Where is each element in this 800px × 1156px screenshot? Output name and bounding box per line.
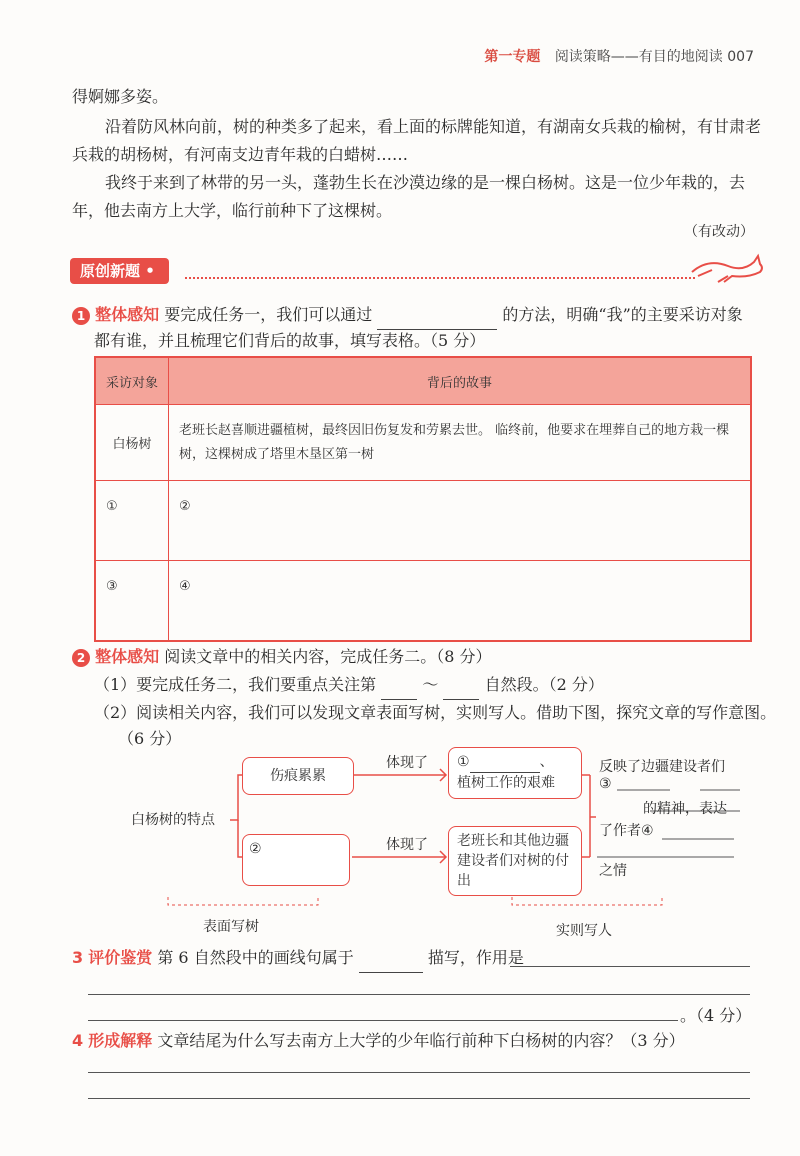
article-line: 沿着防风林向前，树的种类多了起来，看上面的标牌能知道，有湖南女兵栽的榆树，有甘肃老 [105,117,762,136]
q1-blank[interactable] [377,301,497,330]
q2-sub2: （2）阅读相关内容，我们可以发现文章表面写树，实则写人。借助下图，探究文章的写作意图。 [94,703,777,722]
q3-number: 3 [72,948,84,967]
table-row[interactable] [95,481,751,561]
bracket-label-right: 实则写人 [556,923,612,939]
q4-answer-line[interactable] [88,1098,750,1099]
revision-note: （有改动） [684,224,754,240]
q3-text-b: 描写，作用是 [427,948,524,967]
result-1-marker: ① [457,754,470,770]
question-4 [72,1027,685,1055]
table-row[interactable] [95,561,751,641]
q2-sub2-points: （6 分） [118,729,182,748]
q1-label: 整体感知 [95,305,160,324]
question-2 [72,643,491,671]
bracket-label-left: 表面写树 [203,919,259,935]
q1-text-b: 的方法，明确“我”的主要采访对象 [502,305,743,324]
q1-number: 1 [72,307,90,325]
q3-blank-type[interactable] [359,944,423,973]
diagram-result-1: ① 、 植树工作的艰难 [448,747,582,799]
q2-blank-start[interactable] [381,671,417,700]
question-1 [72,301,743,330]
page-number: 007 [727,49,754,65]
q3-text-a: 第 6 自然段中的画线句属于 [157,948,354,967]
header-strategy: 阅读策略——有目的地阅读 [554,49,723,65]
right-text-a: 反映了边疆建设者们 [599,759,725,775]
arrow-label-1: 体现了 [386,755,428,771]
table-cell-object: 白杨树 [95,405,169,481]
cat-icon [688,248,768,284]
interview-table [94,356,752,642]
result-1-text: 植树工作的艰难 [457,775,555,791]
q2-sub1 [94,671,604,700]
q1-text-a: 要完成任务一，我们可以通过 [164,305,373,324]
right-text-c: 的精神，表达 [643,801,727,817]
diagram-result-2: 老班长和其他边疆建设者们对树的付出 [448,826,582,896]
header-topic: 第一专题 [484,49,541,65]
q3-end: 。（4 分） [680,1006,752,1025]
table-cell-story[interactable]: ④ [169,561,752,641]
table-cell-story[interactable]: ② [169,481,752,561]
q4-label: 形成解释 [88,1031,153,1050]
article-line: 我终于来到了林带的另一头，蓬勃生长在沙漠边缘的是一棵白杨树。这是一位少年栽的，去 [105,173,746,192]
running-header [484,46,754,66]
q2-sub1-text: （1）要完成任务二，我们要重点关注第 [94,675,377,694]
q2-sub1-text-end: 自然段。（2 分） [484,675,604,694]
arrow-label-2: 体现了 [386,837,428,853]
feature-1-text: 伤痕累累 [270,768,326,784]
table-header: 采访对象 [95,357,169,405]
table-header-row [95,357,751,405]
diagram-feature-2[interactable] [242,834,350,886]
table-header: 背后的故事 [169,357,752,405]
right-text-d: 了作者④ [599,823,654,839]
q2-sub1-tilde: ～ [422,675,439,694]
q4-number: 4 [72,1031,84,1050]
q3-label: 评价鉴赏 [88,948,153,967]
q2-text: 阅读文章中的相关内容，完成任务二。（8 分） [164,647,492,666]
table-cell-story: 老班长赵喜顺进疆植树，最终因旧伤复发和劳累去世。 临终前，他要求在埋葬自己的地方栽一棵树，这棵树成了塔里木垦区第一树 [169,405,752,481]
right-text-b: ③ [599,776,612,792]
article-line: 年，他去南方上大学，临行前种下了这棵树。 [72,201,393,220]
q4-answer-line[interactable] [88,1072,750,1073]
article-line: 得婀娜多姿。 [72,87,169,106]
q2-label: 整体感知 [95,647,160,666]
article-line: 兵栽的胡杨树，有河南支边青年栽的白蜡树…… [72,145,409,164]
q1-text-c: 都有谁，并且梳理它们背后的故事，填写表格。（5 分） [94,331,486,350]
table-cell-object[interactable]: ③ [95,561,169,641]
diagram-root: 白杨树的特点 [131,812,215,828]
section-banner: 原创新题 • [70,258,169,284]
banner-divider [185,265,695,279]
diagram-feature-1 [242,757,354,795]
q3-answer-line[interactable] [88,1020,678,1021]
table-cell-object[interactable]: ① [95,481,169,561]
q4-text: 文章结尾为什么写去南方上大学的少年临行前种下白杨树的内容？（3 分） [157,1031,685,1050]
q2-blank-end[interactable] [443,671,479,700]
result-1-blank[interactable] [470,752,540,773]
table-row [95,405,751,481]
q2-number: 2 [72,649,90,667]
q3-answer-line[interactable] [88,994,750,995]
question-3 [72,944,524,973]
q3-answer-line[interactable] [510,966,750,967]
section-title: 原创新题 [80,262,141,280]
right-text-e: 之情 [599,863,627,879]
feature-2-text: ② [249,841,262,857]
